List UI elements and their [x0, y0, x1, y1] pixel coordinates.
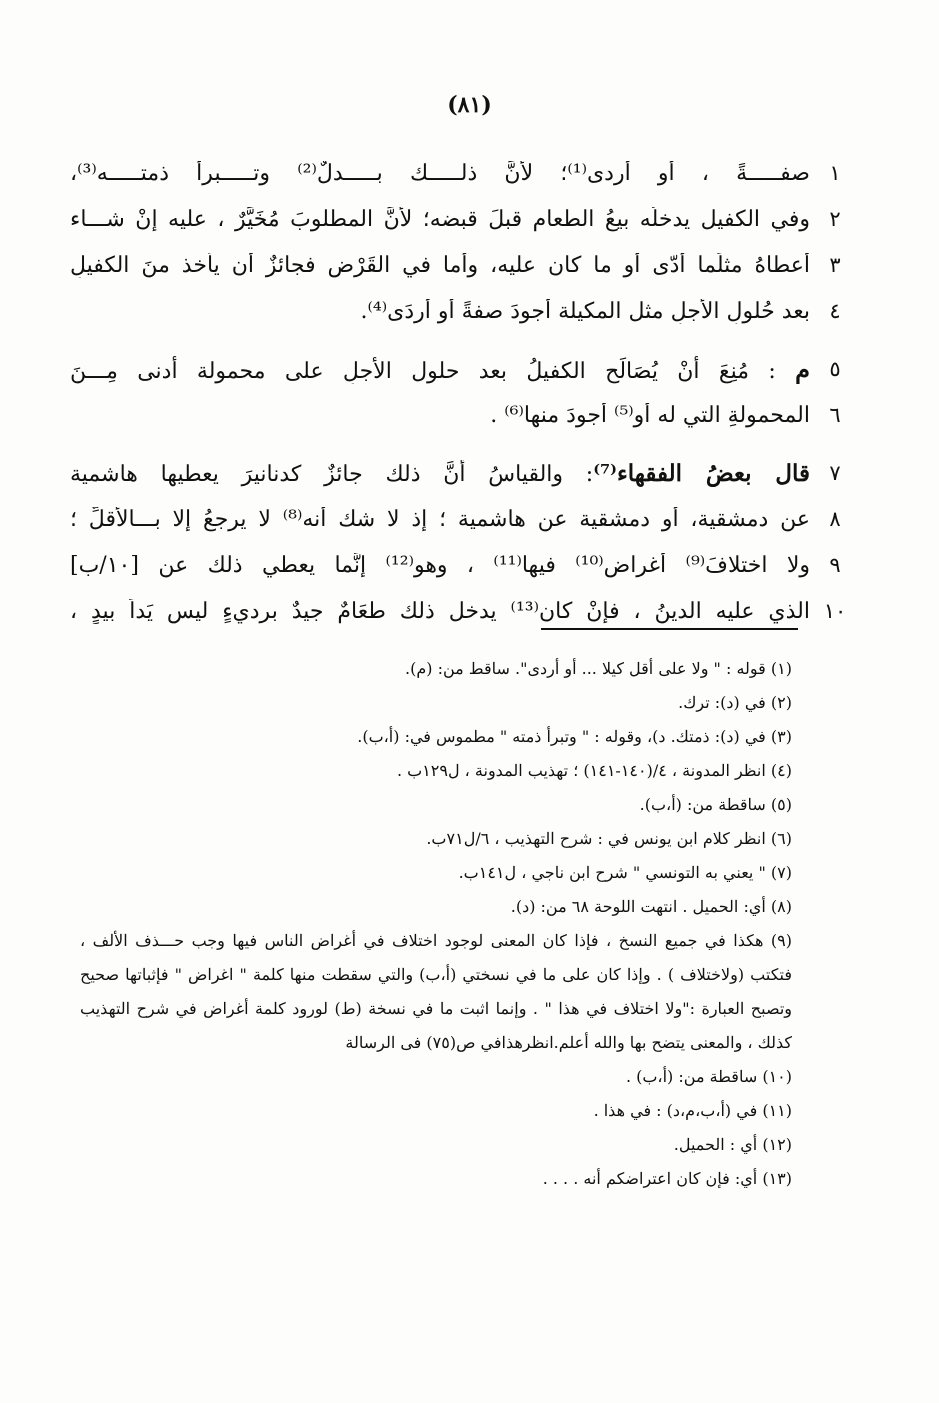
footnote-divider: [541, 628, 798, 630]
footnote: (١) قوله : " ولا على أقل كيلا ... أو أردى". ساقط من: (م).: [405, 659, 792, 678]
line-number: ٢: [829, 207, 841, 231]
text-line: [70, 496, 860, 542]
line-text: [70, 355, 810, 384]
footnote: (١١) في (أ،ب،م،د) : في هذا .: [593, 1101, 792, 1120]
line-text: المحمولةِ التي له أو⁽⁵⁾ أجودَ منها⁽⁶⁾ .: [490, 402, 810, 428]
line-text: صفـــــةً ، أو أردى⁽¹⁾؛ لأنَّ ذلـــــك بـــــدلٌ⁽²⁾ وتـــــبرأ ذمتـــــه⁽³⁾،: [70, 160, 810, 186]
text-line: [70, 242, 860, 288]
text-line: [70, 542, 860, 588]
main-text: [70, 150, 860, 634]
text-line: [70, 346, 860, 392]
line-number: ٧: [829, 461, 841, 485]
footnote: (٧) " يعني به التونسي " شرح ابن ناجي ، ل١٤١ب.: [458, 863, 792, 882]
line-number: ٨: [829, 507, 841, 531]
footnote: (٨) أي: الحميل . انتهت اللوحة ٦٨ من: (د).: [510, 897, 792, 916]
line-number: ٤: [829, 299, 841, 323]
footnote: (٤) انظر المدونة ، ٤/(١٤٠-١٤١) ؛ تهذيب المدونة ، ل١٢٩ب .: [396, 761, 792, 780]
line-text: وفي الكفيل يدخلُه بيعُ الطعام قبلَ قبضه؛ لأنَّ المطلوبَ مُخَيَّرٌ ، عليه إنْ شـــاء: [70, 206, 810, 232]
footnote: (٢) في (د): ترك.: [678, 693, 792, 712]
footnote: (١٣) أي: فإن كان اعتراضكم أنه . . . .: [542, 1169, 792, 1188]
footnotes: [80, 652, 792, 1196]
text-line: [70, 392, 860, 438]
line-number: ١٠: [823, 599, 847, 623]
footnote: (١٢) أي : الحميل.: [673, 1135, 792, 1154]
line-number: ٦: [829, 403, 841, 427]
footnote: (٣) في (د): ذمتك. د)، وقوله : " وتبرأ ذمته " مطموس في: (أ،ب).: [357, 727, 792, 746]
line-number: ١: [829, 161, 841, 185]
line-text: أعطاهُ مثلَما أدّى أو ما كان عليه، وأما في القَرْض فجائزٌ أن يأخذ منَ الكفيلِ: [70, 252, 810, 278]
line-text: الذي عليه الدينُ ، فإنْ كان⁽¹³⁾ يدخل ذلك طعَامٌ جيدٌ برديءٍ ليس يَداً بيدٍ ،: [70, 598, 810, 624]
text-line: [70, 450, 860, 496]
text-line: [70, 150, 860, 196]
line-number: ٥: [829, 357, 841, 381]
text-line: [70, 196, 860, 242]
line-number: ٩: [829, 553, 841, 577]
line-text: ولا اختلافَ⁽⁹⁾ أغراضٍ⁽¹⁰⁾ فيها⁽¹¹⁾ ، وهو⁽¹²⁾ إنَّما يعطي ذلك عن [١٠/ب]: [70, 552, 810, 578]
line-text: عن دمشقية، أو دمشقية عن هاشمية ؛ إذ لا شك أنه⁽⁸⁾ لا يرجعُ إلا بـــالأقلِّ ؛: [70, 506, 810, 532]
line-number: ٣: [829, 253, 841, 277]
line-content: : والقياسُ أنَّ ذلك جائزٌ كدنانيرَ يعطيها هاشمية: [70, 461, 594, 487]
line-text: بعد حُلولِ الأجلِ مثل المكيلة أجودَ صفةً أو أردَى⁽⁴⁾.: [360, 298, 810, 324]
line-text: [70, 460, 810, 487]
section-label: قال بعضُ الفقهاء⁽⁷⁾: [593, 459, 810, 487]
footnote: (٦) انظر كلام ابن يونس في : شرح التهذيب ، ٦/ل٧١ب.: [426, 829, 792, 848]
text-line: [70, 288, 860, 334]
footnote: (٥) ساقطة من: (أ،ب).: [639, 795, 792, 814]
page-number: (٨١): [447, 92, 492, 118]
footnote: (١٠) ساقطة من: (أ،ب) .: [625, 1067, 792, 1086]
section-marker: م: [795, 354, 810, 384]
footnote: (٩) هكذا في جميع النسخ ، فإذا كان المعنى لوجود اختلاف في أغراض الناس فيها وجب حـــذف الألف ، فتكتب (ولاختلاف ) . وإذا كان على ما في نسختي (أ،ب) والتي سقطت منها كلمة " اغراض " فإثباتها صحيح وتصبح العبارة :"ولا اختلاف في هذا " . وإنما اثبت ما في نسخة (ط) لورود كلمة أغراض في شرح التهذيب كذلك ، والمعنى يتضح بها والله أعلم.انظرهذافي ص(٧٥) فى الرسالة: [80, 931, 792, 1052]
line-content: : مُنِعَ أنْ يُصَالَح الكفيلُ بعد حلول الأجلِ على محمولة أدنى مِـــنَ: [70, 358, 776, 384]
